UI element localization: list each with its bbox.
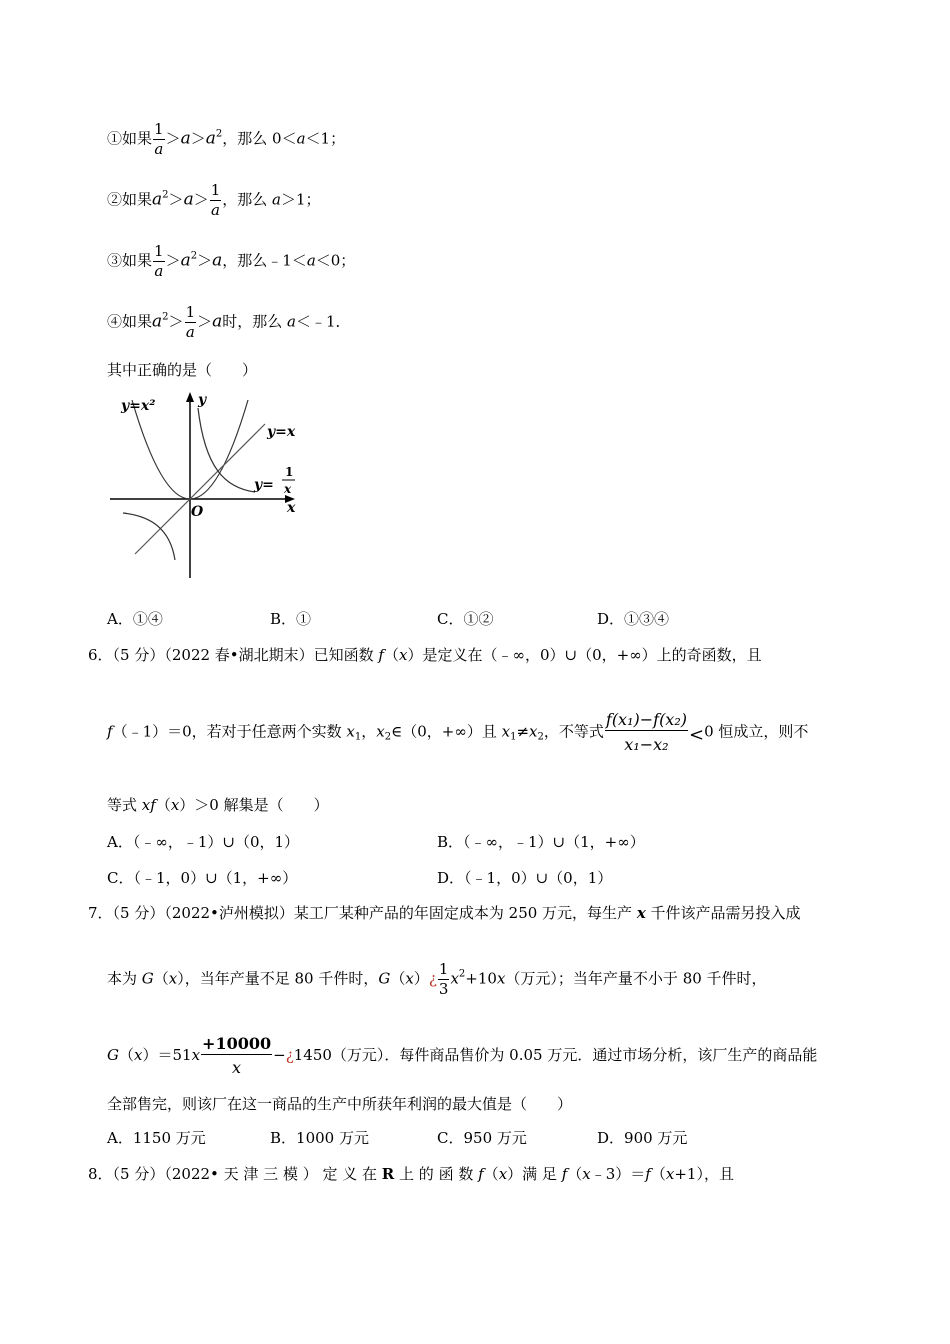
q5-option-a[interactable]: A．①④ [107,610,163,628]
q7-option-a[interactable]: A．1150 万元 [107,1129,206,1147]
label-y-recip-num: 1 [285,465,294,479]
statement-2: ②如果$a^2>a>$ $\frac{1}{a}$ ，那么 a＞1； [107,181,321,219]
q7-line-4: 全部售完，则该厂在这一商品的生产中所获年利润的最大值是（ ） [107,1095,573,1113]
q7-option-d[interactable]: D．900 万元 [597,1129,688,1147]
q6-line-3: 等式 xf（x）＞0 解集是（ ） [107,796,329,814]
q7-option-c[interactable]: C．950 万元 [437,1129,527,1147]
q5-option-c[interactable]: C．①② [437,610,494,628]
q5-option-d[interactable]: D．①③④ [597,610,670,628]
curve-reciprocal-q3 [123,513,175,560]
y-axis-arrow [186,392,194,402]
q7-line-2: 本为 G（x），当年产量不足 80 千件时，G（x）¿ $\frac{1}{3}$ $x^2+10x$（万元）；当年产量不小于 80 千件时， [107,960,767,998]
label-x-axis: x [287,500,296,516]
q6-line-1: 6．（5 分）（2022 春•湖北期末）已知函数 f（x）是定义在（﹣∞，0）∪（0，+∞）上的奇函数，且 [88,646,762,664]
q7-option-b[interactable]: B．1000 万元 [270,1129,369,1147]
q5-option-b[interactable]: B．① [270,610,312,628]
label-y-recip-prefix: y= [254,477,274,493]
q6-option-a[interactable]: A．（﹣∞，﹣1）∪（0，1） [107,833,300,851]
function-graph-figure [105,388,310,583]
label-y-x-squared: y=x² [121,398,156,414]
label-y-recip-den: x [284,482,292,496]
question-5-prompt: 其中正确的是（ ） [107,361,258,379]
label-origin: O [191,504,204,520]
statement-1: ①如果 $\frac{1}{a}$ $>a>a^2$，那么 0＜a＜1； [107,120,346,158]
q6-option-b[interactable]: B．（﹣∞，﹣1）∪（1，+∞） [437,833,645,851]
q8-line-1: 8．（5 分）（2022• 天 津 三 模 ） 定 义 在 R 上 的 函 数 f（x）满 足 f（x﹣3）＝f（x+1），且 [88,1165,734,1183]
statement-3: ③如果 $\frac{1}{a}$ $>a^2>a$，那么﹣1＜a＜0； [107,242,356,280]
line-y-equals-x [135,424,265,554]
q7-line-1: 7．（5 分）（2022•泸州模拟）某工厂某种产品的年固定成本为 250 万元，每生产 x 千件该产品需另投入成 [88,904,801,922]
q6-option-c[interactable]: C．（﹣1，0）∪（1，+∞） [107,869,298,887]
q6-option-d[interactable]: D．（﹣1，0）∪（0，1） [437,869,613,887]
q6-line-2: f（﹣1）＝0，若对于任意两个实数 $x_1$，$x_2\in(0$，+∞）且 $x_1\ne x_2$，不等式 $\frac{\text{f(x₁)−f(x₂)}}{\text{x₁−x₂}}$ <0 恒成立，则不 [107,710,809,754]
label-y-equals-x: y=x [267,424,296,440]
statement-4: ④如果$a^2>$ $\frac{1}{a}$ ＞a时，那么 a＜﹣1． [107,303,351,341]
q7-line-3: G（x）＝51x $\frac{+10000}{x}$ −¿1450（万元）．每件商品售价为 0.05 万元．通过市场分析，该厂生产的商品能 [107,1034,818,1077]
label-y-axis: y [198,392,207,408]
curve-reciprocal-q1 [198,408,255,492]
